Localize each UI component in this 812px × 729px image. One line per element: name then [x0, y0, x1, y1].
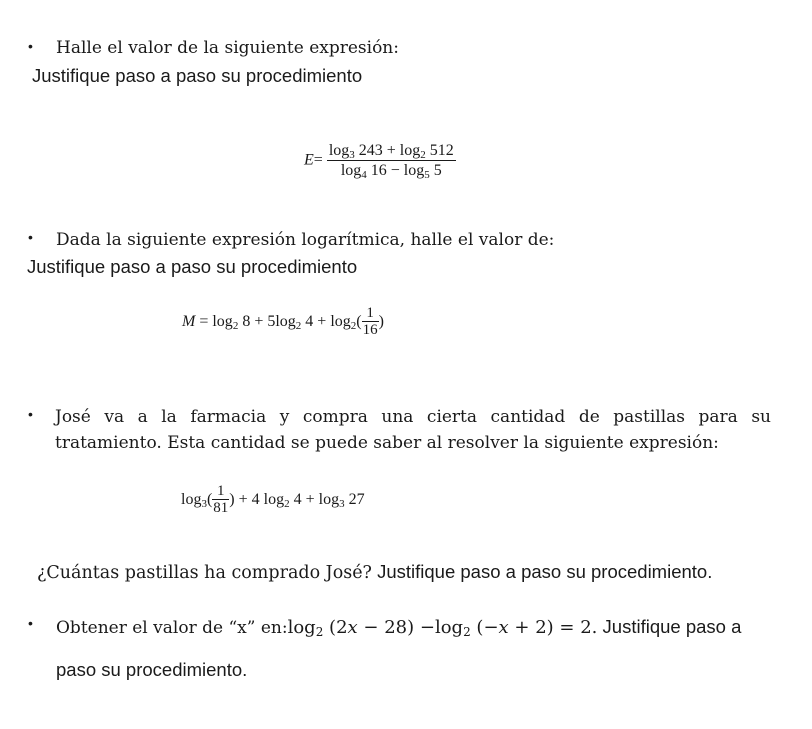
formula-e-numerator [327, 142, 456, 161]
log-base: 5 [424, 169, 430, 181]
log-label: log [181, 491, 202, 508]
log-arg: 16 [370, 162, 387, 179]
log-arg: (−𝑥 + 2) = 2. [470, 617, 598, 638]
log-label: log [403, 162, 425, 179]
fraction-numerator: 1 [362, 306, 379, 322]
log-label: log [340, 162, 362, 179]
plus-sign: + [238, 491, 248, 508]
formula-m-fraction [362, 306, 379, 338]
log-base: 2 [232, 320, 239, 332]
formula-m-lhs: M [182, 313, 196, 330]
q4-prefix: Obtener el valor de “x” en: [56, 618, 288, 638]
log-arg: 4 [305, 313, 314, 330]
bullet-q1: • [28, 38, 33, 54]
plus-sign: + [317, 313, 327, 330]
close-paren: ) [229, 491, 235, 508]
formula-q3-fraction [212, 484, 229, 516]
log-label: log [263, 491, 285, 508]
q3-question-instruction: Justifique paso a paso su procedimiento. [371, 561, 713, 582]
bullet-q2: • [28, 229, 33, 245]
log-base: 2 [463, 625, 471, 639]
formula-e-denominator [327, 161, 456, 179]
log-arg: 27 [348, 491, 365, 508]
log-base: 2 [295, 320, 302, 332]
formula-e-lhs: E [304, 151, 314, 169]
log-arg: (2𝑥 − 28) − [323, 617, 435, 638]
log-label: log [399, 142, 421, 159]
formula-q3-term1 [181, 491, 212, 508]
log-label: log [275, 313, 296, 330]
fraction-denominator: 81 [213, 500, 229, 516]
q3-line1: José va a la farmacia y compra una cierta cantidad de pastillas para su [55, 407, 771, 427]
fraction-numerator: 1 [212, 484, 229, 500]
bullet-q3: • [28, 406, 33, 422]
log-arg: 512 [429, 142, 454, 159]
log-base: 2 [284, 498, 290, 510]
log-base: 3 [201, 498, 207, 510]
formula-q3-rest [229, 491, 364, 508]
q4-line2: paso su procedimiento. [56, 659, 248, 680]
log-label: log [318, 491, 340, 508]
formula-m-eq: = [199, 313, 209, 330]
q3-line2: tratamiento. Esta cantidad se puede saber al resolver la siguiente expresión: [55, 433, 719, 453]
plus-sign: + [386, 142, 396, 159]
log-arg: 4 [293, 491, 302, 508]
close-paren: ) [378, 313, 384, 330]
log-arg: 5 [433, 162, 442, 179]
log-base: 2 [315, 625, 324, 639]
minus-sign: − [390, 162, 400, 179]
formula-e-fraction [327, 142, 456, 179]
log-label: log [212, 313, 233, 330]
bullet-q4: • [28, 615, 33, 631]
fraction-denominator: 16 [362, 322, 378, 338]
log-base: 2 [420, 149, 426, 161]
q2-title: Dada la siguiente expresión logarítmica, halle el valor de: [56, 230, 555, 250]
log-label: log [434, 617, 464, 638]
q3-question [37, 561, 712, 583]
open-paren: ( [206, 491, 213, 508]
coefficient: 4 [251, 491, 260, 508]
formula-e-eq: = [313, 151, 323, 169]
q4-suffix: Justifique paso a [597, 616, 742, 637]
log-arg: 8 [242, 313, 251, 330]
formula-e [304, 142, 456, 179]
open-paren: ( [356, 313, 362, 330]
log-label: log [330, 313, 351, 330]
q3-question-text: ¿Cuántas pastillas ha comprado José? [37, 563, 372, 583]
log-label: log [328, 142, 350, 159]
plus-sign: + [305, 491, 315, 508]
q4-line1 [56, 616, 741, 638]
q2-instruction: Justifique paso a paso su procedimiento [27, 256, 358, 277]
formula-m-term1 [212, 313, 361, 330]
log-arg: 243 [358, 142, 383, 159]
coefficient: 5 [267, 313, 276, 330]
formula-q3 [181, 484, 365, 516]
plus-sign: + [254, 313, 264, 330]
log-base: 2 [350, 320, 357, 332]
log-base: 4 [361, 169, 367, 181]
formula-m [182, 306, 384, 338]
log-label: log [287, 617, 316, 638]
log-base: 3 [349, 149, 355, 161]
q4-equation [288, 617, 598, 638]
q1-instruction: Justifique paso a paso su procedimiento [32, 65, 363, 86]
log-base: 3 [339, 498, 345, 510]
q1-title: Halle el valor de la siguiente expresión: [56, 38, 399, 58]
